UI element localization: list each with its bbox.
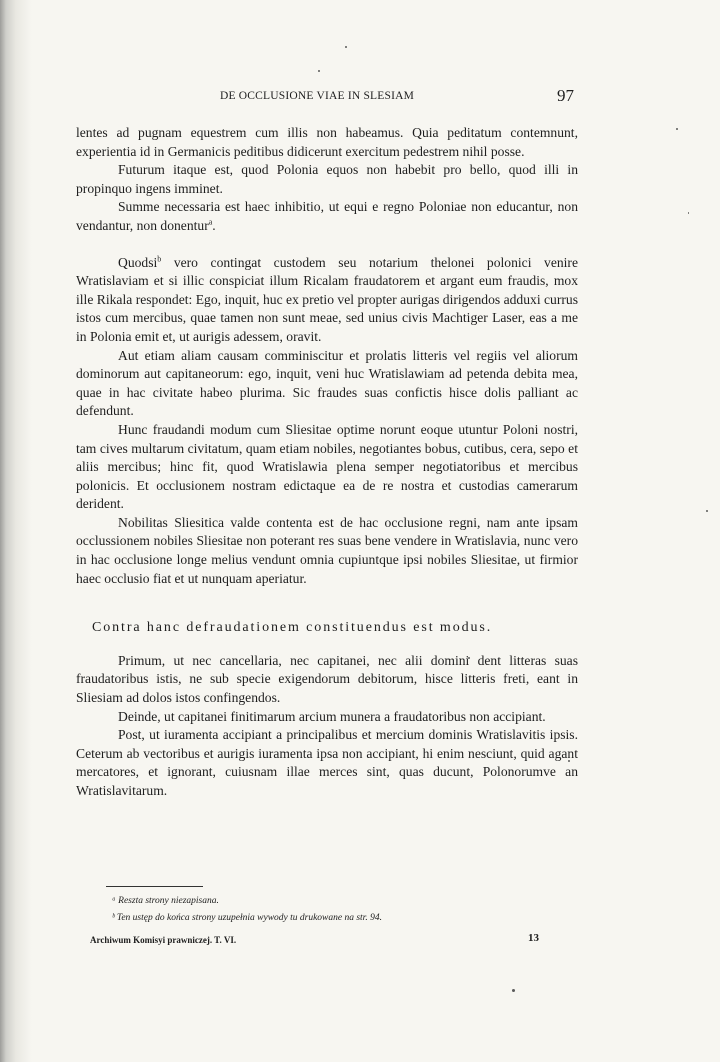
footnote-rule xyxy=(106,886,203,887)
paragraph: Hunc fraudandi modum cum Sliesitae optime norunt eoque utuntur Poloni nostri, tam cives multarum civitatum, quam etiam nobiles, negotiantes bobus, cutibus, cera, sepo et aliis mercibus; hinc fit, quod Wratislawia plena semper negotiatoribus et mercibus polonicis. Et occlusionem nostram edictaque ea de re nostra et custodias camerarum derident. xyxy=(76,421,578,512)
footnote-b: ᵇ Ten ustęp do końca strony uzupełnia wywody tu drukowane na str. 94. xyxy=(112,913,382,923)
paragraph-end: . xyxy=(212,217,216,233)
paragraph-text: vero contingat custodem seu notarium thelonei polonici venire Wratislaviam et si illic conspiciat illum Ricalam fraudatorem et argant eum fraudis, mox ille Rikala respondet: Ego, inquit, huc ex pretio vel propter aurigas dirigendos adduxi currus istos cum mercibus, quae tamen non sunt meae, sed unius civis Machtiger Laser, eas a me in Polonia emit et, ut aurigis adessem, oravit. xyxy=(76,254,578,344)
section-heading: Contra hanc defraudationem constituendus est modus. xyxy=(92,620,493,636)
paragraph-start: Quodsi xyxy=(118,254,158,270)
paragraph-text: Summe necessaria est haec inhibitio, ut equi e regno Poloniae non educantur, non vendantur, non donentur xyxy=(76,199,578,233)
paragraph: Primum, ut nec cancellaria, nec capitanei, nec alii domini dent litteras suas fraudatoribus istis, ne sub specie exigendorum debitorum, hisce litteris freti, eant in Sliesiam ad dolos istos confingendos. xyxy=(76,652,578,706)
page-number: 97 xyxy=(557,86,574,105)
scan-speck xyxy=(318,70,320,72)
sheet-signature: 13 xyxy=(528,932,539,944)
footnote-marker: a xyxy=(208,217,213,227)
running-title: DE OCCLUSIONE VIAE IN SLESIAM xyxy=(220,90,415,102)
scan-speck xyxy=(676,128,678,130)
paragraph: Deinde, ut capitanei finitimarum arcium munera a fraudatoribus non accipiant. xyxy=(118,708,546,724)
scan-speck xyxy=(512,989,515,992)
paragraph: Aut etiam aliam causam comminiscitur et prolatis litteris vel regiis vel aliorum dominorum aut capitaneorum: ego, inquit, veni huc Wratislawiam ad petenda debita mea, quae in hac civitate habeo plurima. Sic fraudes suas confictis hisce dolis palliant ac defendunt. xyxy=(76,347,578,419)
scan-speck xyxy=(345,46,347,48)
footnotes xyxy=(112,893,552,927)
paragraph: Futurum itaque est, quod Polonia equos non habebit pro bello, quod illi in propinquo ingens imminet. xyxy=(76,162,578,196)
scan-edge-shadow xyxy=(0,0,32,1062)
paragraph: lentes ad pugnam equestrem cum illis non habeamus. Quia peditatum contemnunt, experientia id in Germanicis peditibus didicerunt exercitum pedestrem nihil posse. xyxy=(76,125,578,159)
scan-speck xyxy=(706,510,708,512)
paragraph: Nobilitas Sliesitica valde contenta est de hac occlusione regni, nam ante ipsam occlussionem nobiles Sliesitae non poterant res suas bene vendere in Wratislavia, nunc vero in hac occlusione longe melius vendunt omnia cupiuntque ipsi nobiles Sliesitae, ut firmior haec occlusio fiat et ut nunquam aperiatur. xyxy=(76,514,578,586)
footnote-a: ᵃ Reszta strony niezapisana. xyxy=(112,896,219,906)
main-text xyxy=(76,124,578,801)
scan-speck xyxy=(688,212,689,214)
paragraph xyxy=(76,254,578,347)
volume-signature: Archiwum Komisyi prawniczej. T. VI. xyxy=(90,935,237,945)
paragraph xyxy=(76,198,578,235)
page-header xyxy=(76,86,574,110)
paragraph: Post, ut iuramenta accipiant a principalibus et mercium dominis Wratislavitis ipsis. Ceterum ab vectoribus et aurigis iuramenta ipsa non accipiant, hi enim nesciunt, quid agant mercatores, et ignorant, cuiusnam illae merces sint, quas ducunt, Polonorumve an Wratislavitarum. xyxy=(76,727,578,798)
footnote-marker: b xyxy=(157,254,162,264)
